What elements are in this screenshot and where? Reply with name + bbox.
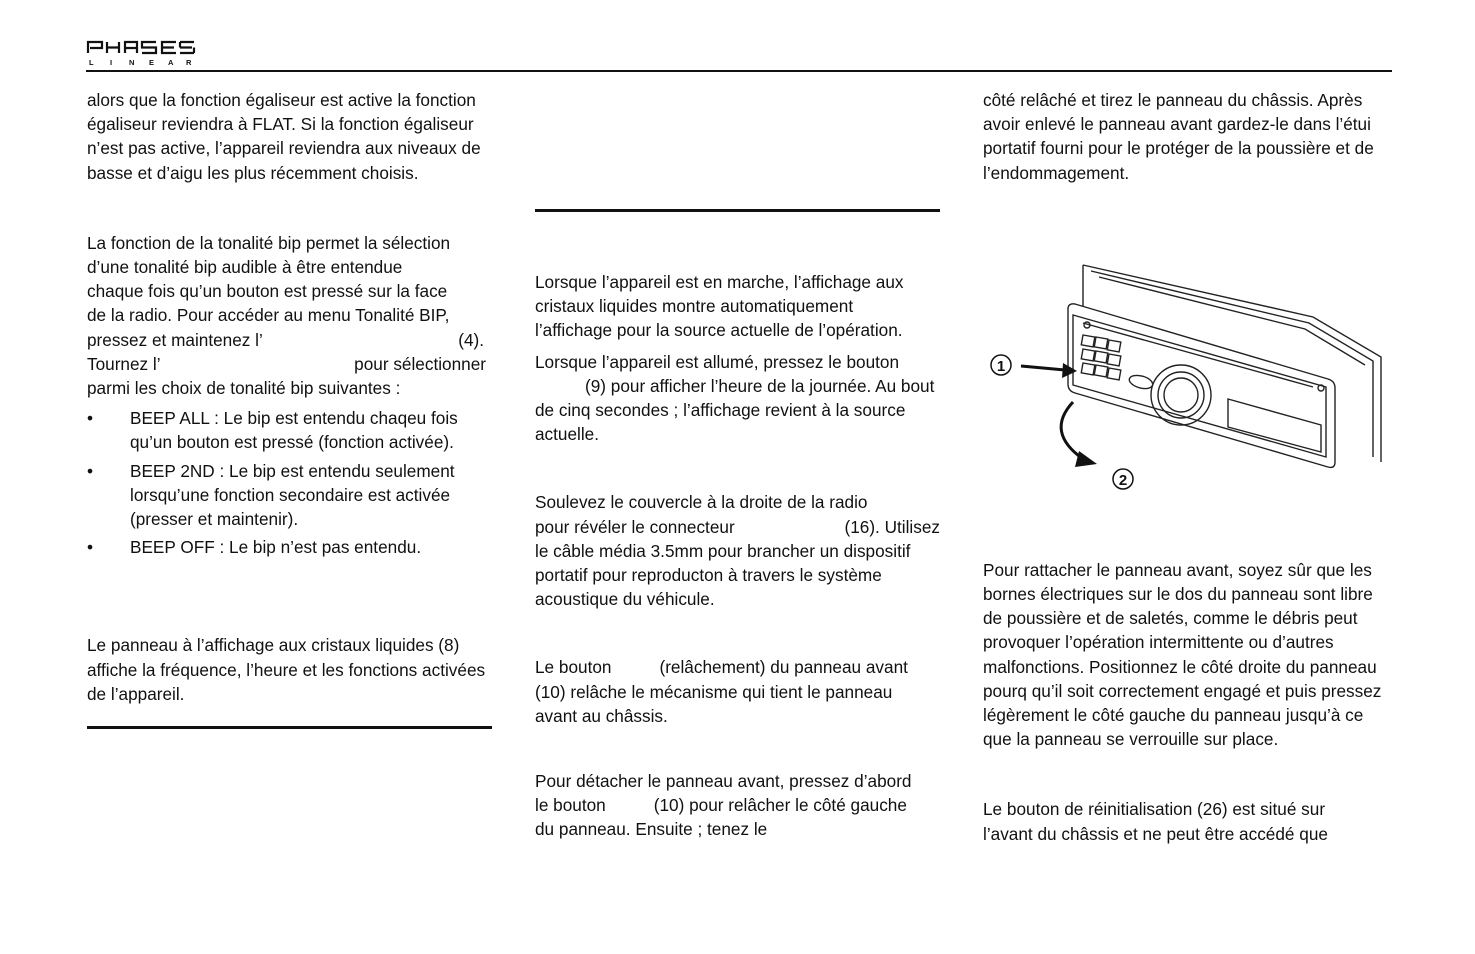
svg-text:L: L bbox=[89, 58, 94, 67]
aux-paragraph: Soulevez le couvercle à la droite de la radio pour révéler le connecteur (16). Utilisez le câble média 3.5mm pour brancher un dispositif portatif pour reproducton à travers le système acoustique du véhicule. bbox=[535, 492, 940, 610]
release-paragraph: Le bouton (relâchement) du panneau avant (10) relâche le mécanisme qui tient le panneau avant au châssis. bbox=[535, 657, 908, 726]
display-paragraph: Lorsque l’appareil est en marche, l’affichage aux cristaux liquides montre automatiquement l’affichage pour la source actuelle de l’opération. bbox=[535, 272, 904, 341]
detach-paragraph: Pour détacher le panneau avant, pressez d’abord le bouton (10) pour relâcher le côté gauche du panneau. Ensuite ; tenez le bbox=[535, 771, 912, 840]
eq-paragraph: alors que la fonction égaliseur est active la fonction égaliseur reviendra à FLAT. Si la fonction égaliseur n’est pas active, l’appareil reviendra aux niveaux de basse et d’aigu les plus récemment choisis. bbox=[87, 90, 481, 183]
phase-linear-logo bbox=[86, 39, 196, 67]
faceplate-removal-figure bbox=[983, 257, 1383, 512]
storage-paragraph: côté relâché et tirez le panneau du châssis. Après avoir enlevé le panneau avant gardez-le dans l’étui portatif fourni pour le protéger de la poussière et de l’endommagement. bbox=[983, 90, 1374, 183]
callout-1: 1 bbox=[996, 357, 1006, 375]
reattach-paragraph: Pour rattacher le panneau avant, soyez sûr que les bornes électriques sur le dos du panneau sont libre de poussière et de saletés, comme le débris peut provoquer l’opération intermittente ou d’autres malfonctions. Positionnez le côté droite du panneau pourq qu’il soit correctement engagé et puis pressez légèrement le côté gauche du panneau jusqu’à ce que la panneau se verrouille sur place. bbox=[983, 559, 1382, 750]
svg-text:A: A bbox=[168, 58, 174, 67]
column-3 bbox=[983, 88, 1388, 846]
beep-paragraph: La fonction de la tonalité bip permet la sélection d’une tonalité bip audible à être entendue chaque fois qu’un bouton est pressé sur la face de la radio. Pour accéder au menu Tonalité BIP, pressez et maintenez l’ (4). Tournez l’ pour sélectionner parmi les choix de tonalité bip suivantes : bbox=[87, 232, 486, 399]
svg-text:E: E bbox=[149, 58, 155, 67]
column-1 bbox=[87, 88, 492, 729]
column-2 bbox=[535, 88, 940, 842]
clock-paragraph: Lorsque l’appareil est allumé, pressez le bouton (9) pour afficher l’heure de la journée. Au bout de cinq secondes ; l’affichage revient à la source actuelle. bbox=[535, 351, 935, 445]
svg-text:N: N bbox=[129, 58, 135, 67]
section-rule bbox=[87, 726, 492, 729]
lcd-paragraph: Le panneau à l’affichage aux cristaux liquides (8) affiche la fréquence, l’heure et les fonctions activées de l’appareil. bbox=[87, 635, 486, 704]
list-item: • BEEP ALL : Le bip est entendu chaqeu fois qu’un bouton est pressé (fonction activée). bbox=[87, 408, 458, 453]
callout-2: 2 bbox=[1118, 471, 1128, 489]
reset-paragraph: Le bouton de réinitialisation (26) est situé sur l’avant du châssis et ne peut être accédé que bbox=[983, 799, 1328, 844]
list-item: • BEEP OFF : Le bip n’est pas entendu. bbox=[87, 537, 422, 558]
svg-text:I: I bbox=[110, 58, 113, 67]
header-rule bbox=[86, 70, 1392, 72]
car-radio-illustration bbox=[983, 257, 1383, 512]
list-item: • BEEP 2ND : Le bip est entendu seulement lorsqu’une fonction secondaire est activée (presser et maintenir). bbox=[87, 460, 455, 530]
svg-text:R: R bbox=[186, 58, 192, 67]
beep-options-list bbox=[87, 406, 492, 559]
